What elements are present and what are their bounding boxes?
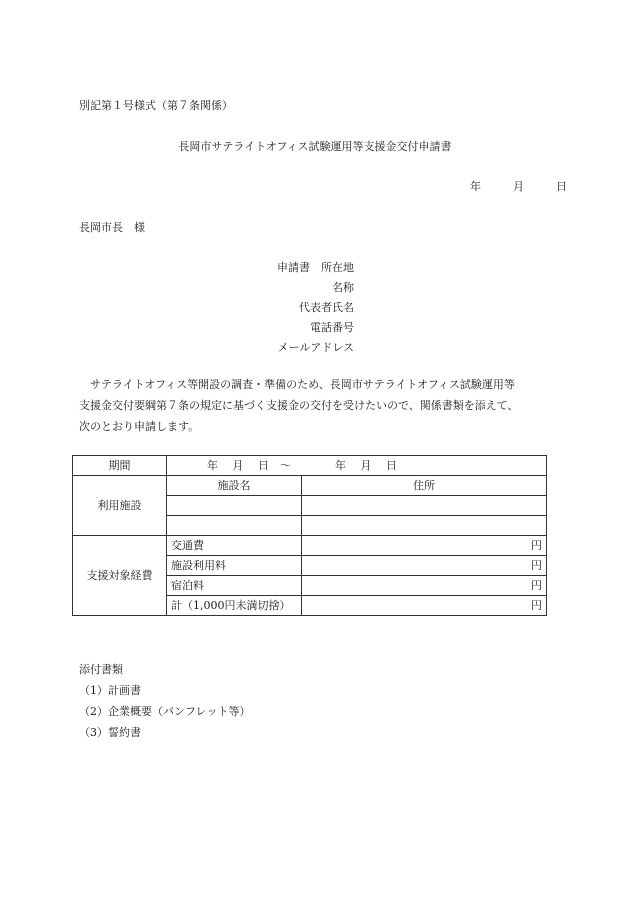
expense-item: 交通費 — [167, 536, 302, 556]
period-label: 期間 — [73, 456, 167, 476]
attachment-item: （3）誓約書 — [79, 726, 141, 739]
expense-unit: 円 — [302, 576, 547, 596]
expense-unit: 円 — [302, 536, 547, 556]
form-label: 別記第１号様式（第７条関係） — [79, 99, 233, 112]
expense-unit: 円 — [302, 596, 547, 616]
date-line — [470, 178, 567, 194]
expense-item: 宿泊料 — [167, 576, 302, 596]
expense-item: 施設利用料 — [167, 556, 302, 576]
addressee: 長岡市長 様 — [79, 221, 145, 234]
applicant-email-label: メールアドレス — [277, 341, 354, 354]
date-year: 年 — [470, 180, 481, 193]
table-row — [73, 536, 547, 556]
period-value: 年 月 日 ～ 年 月 日 — [167, 456, 547, 476]
date-day: 日 — [556, 180, 567, 193]
body-line: 次のとおり申請します。 — [79, 420, 200, 433]
address-cell — [302, 496, 547, 516]
attachment-item: （2）企業概要（パンフレット等） — [79, 705, 251, 718]
applicant-representative-label: 代表者氏名 — [299, 301, 354, 314]
applicant-phone-label: 電話番号 — [310, 321, 354, 334]
expense-total-item: 計（1,000円未満切捨） — [167, 596, 302, 616]
facility-name-header: 施設名 — [167, 476, 302, 496]
facility-name-cell — [167, 496, 302, 516]
applicant-name-label: 名称 — [332, 281, 354, 294]
attachment-item: （1）計画書 — [79, 684, 141, 697]
address-cell — [302, 516, 547, 536]
application-table — [72, 455, 547, 616]
body-line: サテライトオフィス等開設の調査・準備のため、長岡市サテライトオフィス試験運用等 — [79, 378, 515, 391]
expense-label: 支援対象経費 — [73, 536, 167, 616]
table-row — [73, 476, 547, 496]
applicant-block — [200, 258, 354, 358]
address-header: 住所 — [302, 476, 547, 496]
applicant-address-label: 申請書 所在地 — [277, 261, 354, 274]
attachments — [79, 659, 250, 743]
expense-unit: 円 — [302, 556, 547, 576]
facility-label: 利用施設 — [73, 476, 167, 536]
body-text — [79, 374, 549, 437]
attachments-heading: 添付書類 — [79, 663, 123, 676]
table-row — [73, 456, 547, 476]
facility-name-cell — [167, 516, 302, 536]
date-month: 月 — [513, 180, 524, 193]
body-line: 支援金交付要綱第７条の規定に基づく支援金の交付を受けたいので、関係書類を添えて、 — [79, 399, 519, 412]
document-title: 長岡市サテライトオフィス試験運用等支援金交付申請書 — [178, 140, 452, 153]
